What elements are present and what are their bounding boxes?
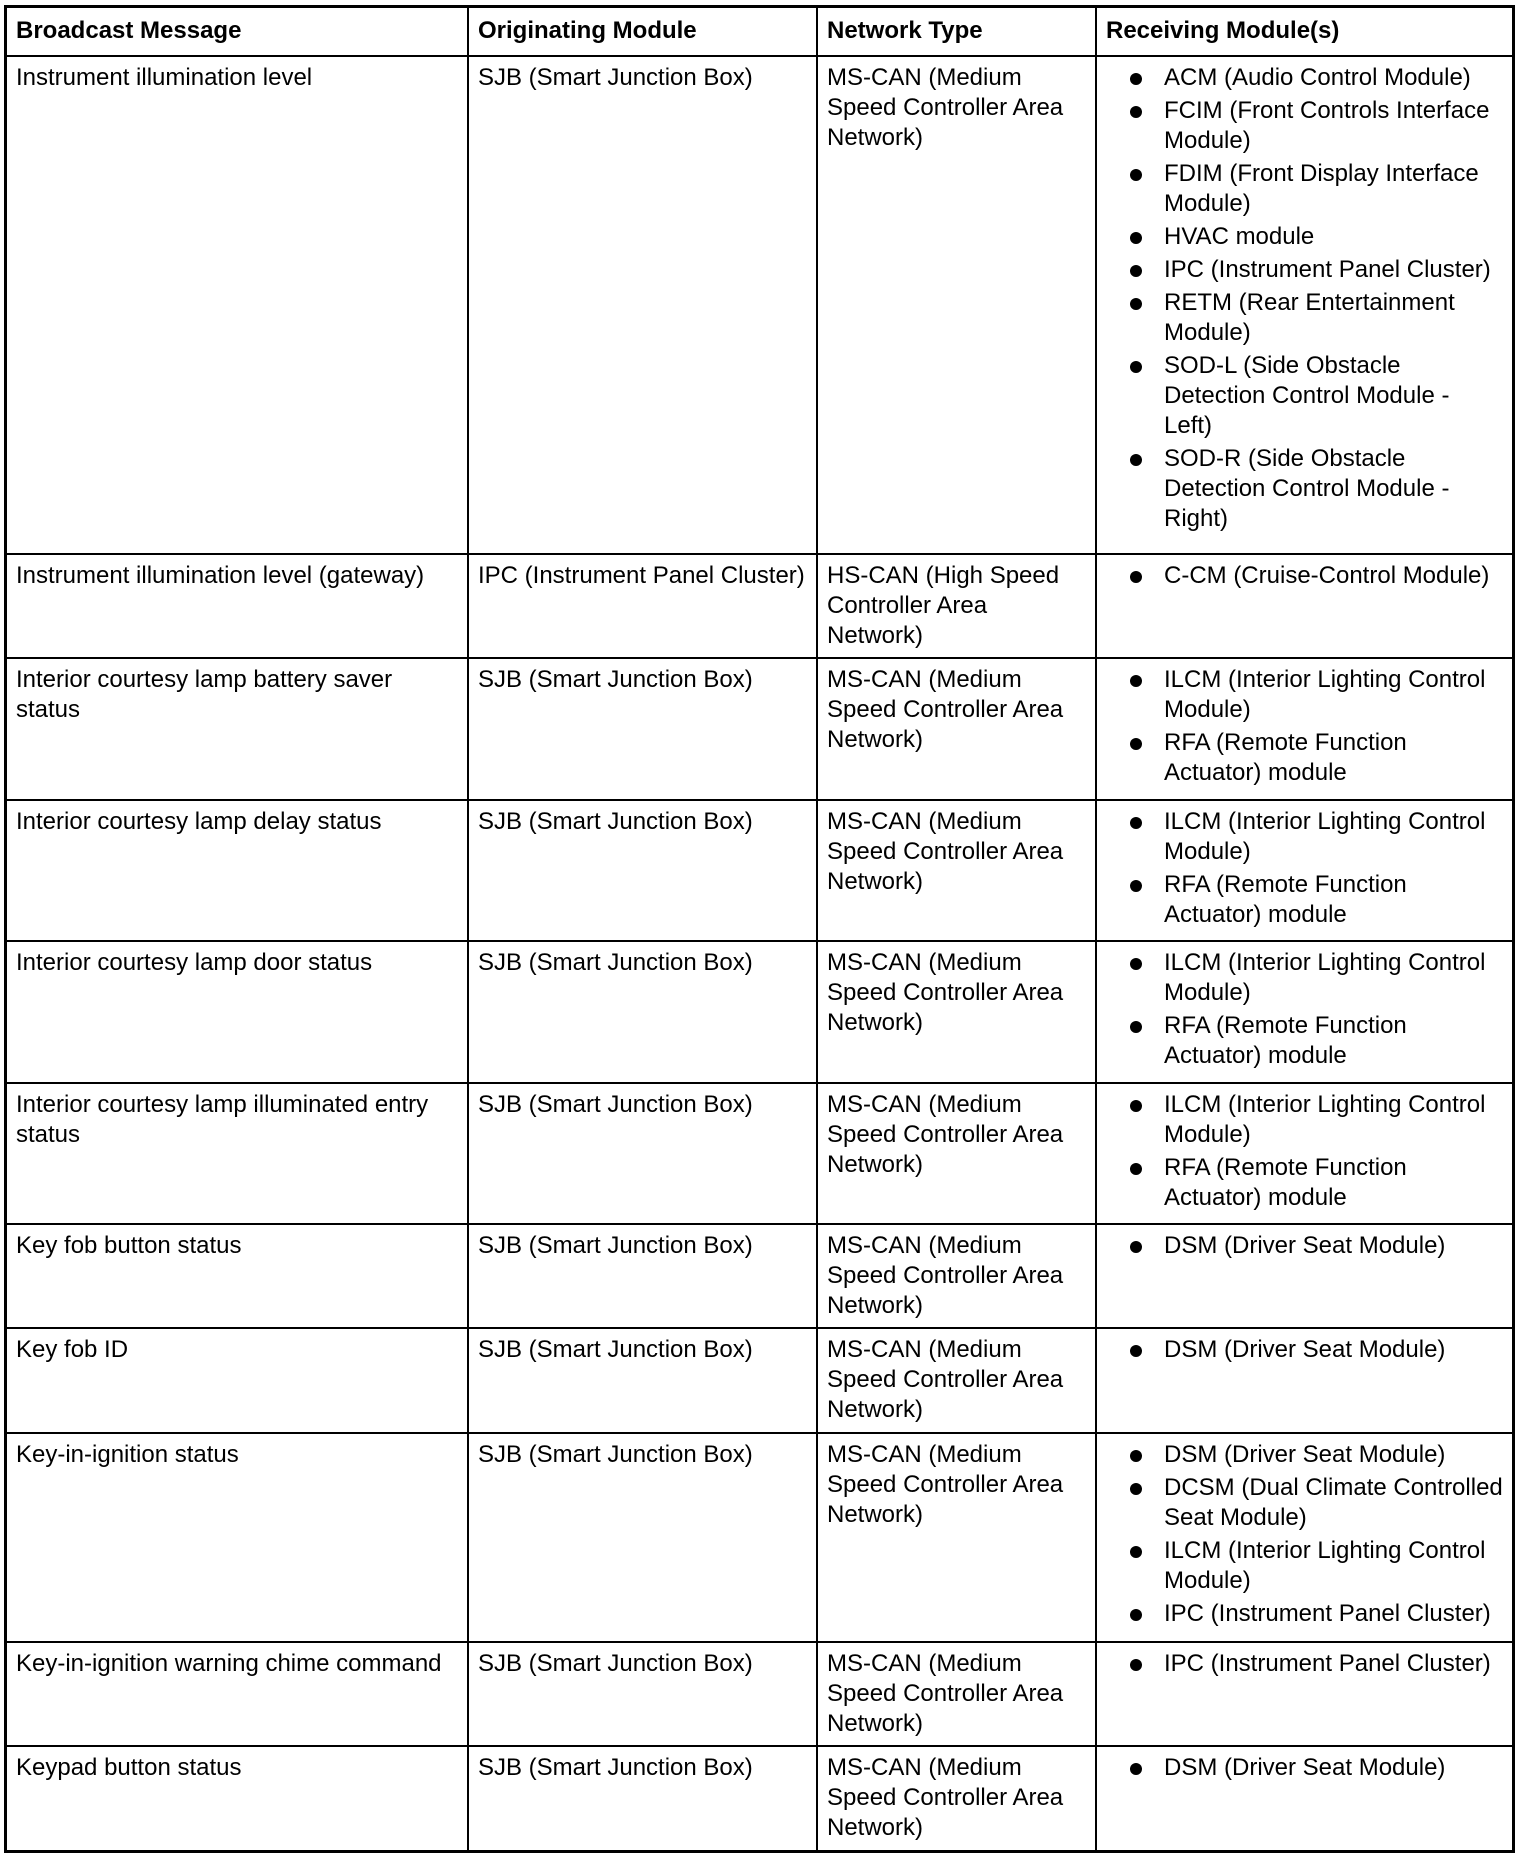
bullet-icon <box>1130 880 1142 892</box>
bullet-icon <box>1130 817 1142 829</box>
list-item <box>1106 1090 1503 1150</box>
broadcast-message-cell: Interior courtesy lamp battery saver status <box>7 658 468 799</box>
list-item <box>1106 948 1503 1008</box>
table-body <box>7 56 1512 1850</box>
list-item <box>1106 1153 1503 1213</box>
list-item <box>1106 159 1503 219</box>
network-type-cell: MS-CAN (Medium Speed Controller Area Network) <box>817 1328 1096 1433</box>
network-type-cell: MS-CAN (Medium Speed Controller Area Network) <box>817 941 1096 1082</box>
list-item <box>1106 1440 1503 1470</box>
table-row <box>7 1328 1512 1433</box>
list-item <box>1106 222 1503 252</box>
bullet-icon <box>1130 232 1142 244</box>
broadcast-message-cell: Instrument illumination level <box>7 56 468 554</box>
receiving-module-label: ACM (Audio Control Module) <box>1164 64 1471 91</box>
bullet-icon <box>1130 738 1142 750</box>
receiving-module-label: DSM (Driver Seat Module) <box>1164 1336 1446 1364</box>
list-item <box>1106 870 1503 930</box>
table-row <box>7 1224 1512 1329</box>
bullet-icon <box>1130 1241 1142 1253</box>
receiving-module-label: RFA (Remote Function Actuator) module <box>1164 1012 1407 1070</box>
originating-module-cell: SJB (Smart Junction Box) <box>468 1224 817 1329</box>
list-item <box>1106 1231 1503 1261</box>
receiving-modules-list <box>1106 1090 1503 1213</box>
list-item <box>1106 1473 1503 1533</box>
table-row <box>7 1433 1512 1642</box>
bullet-icon <box>1130 169 1142 181</box>
originating-module-cell: SJB (Smart Junction Box) <box>468 1328 817 1433</box>
receiving-modules-cell <box>1096 1433 1512 1642</box>
receiving-module-label: SOD-L (Side Obstacle Detection Control Module - Left) <box>1164 352 1450 439</box>
list-item <box>1106 63 1503 93</box>
broadcast-message-cell: Key fob button status <box>7 1224 468 1329</box>
list-item <box>1106 288 1503 348</box>
bullet-icon <box>1130 1546 1142 1558</box>
receiving-modules-cell <box>1096 554 1512 659</box>
broadcast-message-cell: Key-in-ignition warning chime command <box>7 1642 468 1747</box>
broadcast-message-cell: Key-in-ignition status <box>7 1433 468 1642</box>
originating-module-cell: SJB (Smart Junction Box) <box>468 1083 817 1224</box>
receiving-module-label: ILCM (Interior Lighting Control Module) <box>1164 807 1486 865</box>
list-item <box>1106 728 1503 788</box>
bullet-icon <box>1130 298 1142 310</box>
originating-module-cell: SJB (Smart Junction Box) <box>468 800 817 941</box>
receiving-modules-cell <box>1096 1083 1512 1224</box>
broadcast-message-cell: Keypad button status <box>7 1746 468 1850</box>
table-row <box>7 1642 1512 1747</box>
receiving-modules-list <box>1106 63 1503 534</box>
receiving-module-label: ILCM (Interior Lighting Control Module) <box>1164 1536 1486 1594</box>
receiving-modules-list <box>1106 1231 1503 1261</box>
receiving-module-label: RFA (Remote Function Actuator) module <box>1164 870 1407 928</box>
table-row <box>7 941 1512 1082</box>
header-broadcast-message: Broadcast Message <box>7 8 468 56</box>
table-row <box>7 56 1512 554</box>
broadcast-message-table <box>7 8 1512 1850</box>
bullet-icon <box>1130 1450 1142 1462</box>
list-item <box>1106 1599 1503 1629</box>
receiving-module-label: ILCM (Interior Lighting Control Module) <box>1164 1090 1486 1148</box>
bullet-icon <box>1130 1163 1142 1175</box>
bullet-icon <box>1130 1609 1142 1621</box>
receiving-module-label: FDIM (Front Display Interface Module) <box>1164 160 1479 217</box>
receiving-modules-list <box>1106 1440 1503 1629</box>
receiving-module-label: RFA (Remote Function Actuator) module <box>1164 1153 1407 1211</box>
receiving-modules-list <box>1106 665 1503 788</box>
receiving-modules-cell <box>1096 56 1512 554</box>
bullet-icon <box>1130 361 1142 373</box>
originating-module-cell: SJB (Smart Junction Box) <box>468 941 817 1082</box>
table-row <box>7 658 1512 799</box>
broadcast-message-cell: Interior courtesy lamp delay status <box>7 800 468 941</box>
network-type-cell: MS-CAN (Medium Speed Controller Area Network) <box>817 1433 1096 1642</box>
broadcast-message-cell: Instrument illumination level (gateway) <box>7 554 468 659</box>
table-header-row <box>7 8 1512 56</box>
receiving-modules-cell <box>1096 1328 1512 1433</box>
originating-module-cell: SJB (Smart Junction Box) <box>468 1746 817 1850</box>
header-network-type: Network Type <box>817 8 1096 56</box>
network-type-cell: MS-CAN (Medium Speed Controller Area Network) <box>817 1642 1096 1747</box>
bullet-icon <box>1130 1763 1142 1775</box>
originating-module-cell: IPC (Instrument Panel Cluster) <box>468 554 817 659</box>
network-type-cell: MS-CAN (Medium Speed Controller Area Network) <box>817 658 1096 799</box>
receiving-modules-list <box>1106 807 1503 930</box>
header-receiving-modules: Receiving Module(s) <box>1096 8 1512 56</box>
bullet-icon <box>1130 571 1142 583</box>
network-type-cell: MS-CAN (Medium Speed Controller Area Network) <box>817 800 1096 941</box>
receiving-module-label: DCSM (Dual Climate Controlled Seat Module) <box>1164 1473 1503 1531</box>
list-item <box>1106 255 1503 285</box>
receiving-module-label: SOD-R (Side Obstacle Detection Control Module - Right) <box>1164 445 1450 532</box>
receiving-modules-cell <box>1096 1642 1512 1747</box>
bullet-icon <box>1130 958 1142 970</box>
receiving-modules-list <box>1106 948 1503 1071</box>
receiving-modules-list <box>1106 1753 1503 1783</box>
receiving-module-label: IPC (Instrument Panel Cluster) <box>1164 1599 1491 1627</box>
receiving-modules-cell <box>1096 1746 1512 1850</box>
receiving-module-label: ILCM (Interior Lighting Control Module) <box>1164 666 1486 724</box>
broadcast-message-table-frame <box>4 5 1515 1853</box>
receiving-module-label: DSM (Driver Seat Module) <box>1164 1231 1446 1259</box>
header-originating-module: Originating Module <box>468 8 817 56</box>
receiving-module-label: HVAC module <box>1164 223 1315 250</box>
bullet-icon <box>1130 454 1142 466</box>
list-item <box>1106 1536 1503 1596</box>
receiving-module-label: RETM (Rear Entertainment Module) <box>1164 289 1455 346</box>
originating-module-cell: SJB (Smart Junction Box) <box>468 1642 817 1747</box>
table-row <box>7 554 1512 659</box>
originating-module-cell: SJB (Smart Junction Box) <box>468 658 817 799</box>
bullet-icon <box>1130 106 1142 118</box>
network-type-cell: HS-CAN (High Speed Controller Area Network) <box>817 554 1096 659</box>
broadcast-message-cell: Key fob ID <box>7 1328 468 1433</box>
bullet-icon <box>1130 1345 1142 1357</box>
receiving-module-label: DSM (Driver Seat Module) <box>1164 1440 1446 1468</box>
list-item <box>1106 1335 1503 1365</box>
receiving-modules-cell <box>1096 1224 1512 1329</box>
receiving-module-label: ILCM (Interior Lighting Control Module) <box>1164 949 1486 1007</box>
network-type-cell: MS-CAN (Medium Speed Controller Area Network) <box>817 1083 1096 1224</box>
network-type-cell: MS-CAN (Medium Speed Controller Area Network) <box>817 56 1096 554</box>
receiving-module-label: RFA (Remote Function Actuator) module <box>1164 729 1407 787</box>
list-item <box>1106 351 1503 441</box>
receiving-modules-list <box>1106 561 1503 591</box>
list-item <box>1106 1649 1503 1679</box>
list-item <box>1106 444 1503 534</box>
table-row <box>7 1746 1512 1850</box>
bullet-icon <box>1130 1483 1142 1495</box>
receiving-module-label: DSM (Driver Seat Module) <box>1164 1754 1446 1782</box>
receiving-modules-cell <box>1096 941 1512 1082</box>
list-item <box>1106 1753 1503 1783</box>
receiving-module-label: C-CM (Cruise-Control Module) <box>1164 561 1490 589</box>
bullet-icon <box>1130 73 1142 85</box>
receiving-module-label: IPC (Instrument Panel Cluster) <box>1164 1649 1491 1677</box>
receiving-modules-list <box>1106 1335 1503 1365</box>
originating-module-cell: SJB (Smart Junction Box) <box>468 56 817 554</box>
broadcast-message-cell: Interior courtesy lamp illuminated entry status <box>7 1083 468 1224</box>
list-item <box>1106 807 1503 867</box>
originating-module-cell: SJB (Smart Junction Box) <box>468 1433 817 1642</box>
receiving-module-label: FCIM (Front Controls Interface Module) <box>1164 97 1490 154</box>
receiving-module-label: IPC (Instrument Panel Cluster) <box>1164 256 1491 283</box>
broadcast-message-cell: Interior courtesy lamp door status <box>7 941 468 1082</box>
table-row <box>7 1083 1512 1224</box>
receiving-modules-cell <box>1096 658 1512 799</box>
list-item <box>1106 96 1503 156</box>
bullet-icon <box>1130 675 1142 687</box>
receiving-modules-list <box>1106 1649 1503 1679</box>
network-type-cell: MS-CAN (Medium Speed Controller Area Network) <box>817 1224 1096 1329</box>
table-row <box>7 800 1512 941</box>
list-item <box>1106 665 1503 725</box>
list-item <box>1106 1011 1503 1071</box>
network-type-cell: MS-CAN (Medium Speed Controller Area Network) <box>817 1746 1096 1850</box>
bullet-icon <box>1130 1659 1142 1671</box>
bullet-icon <box>1130 1021 1142 1033</box>
bullet-icon <box>1130 265 1142 277</box>
list-item <box>1106 561 1503 591</box>
receiving-modules-cell <box>1096 800 1512 941</box>
bullet-icon <box>1130 1100 1142 1112</box>
